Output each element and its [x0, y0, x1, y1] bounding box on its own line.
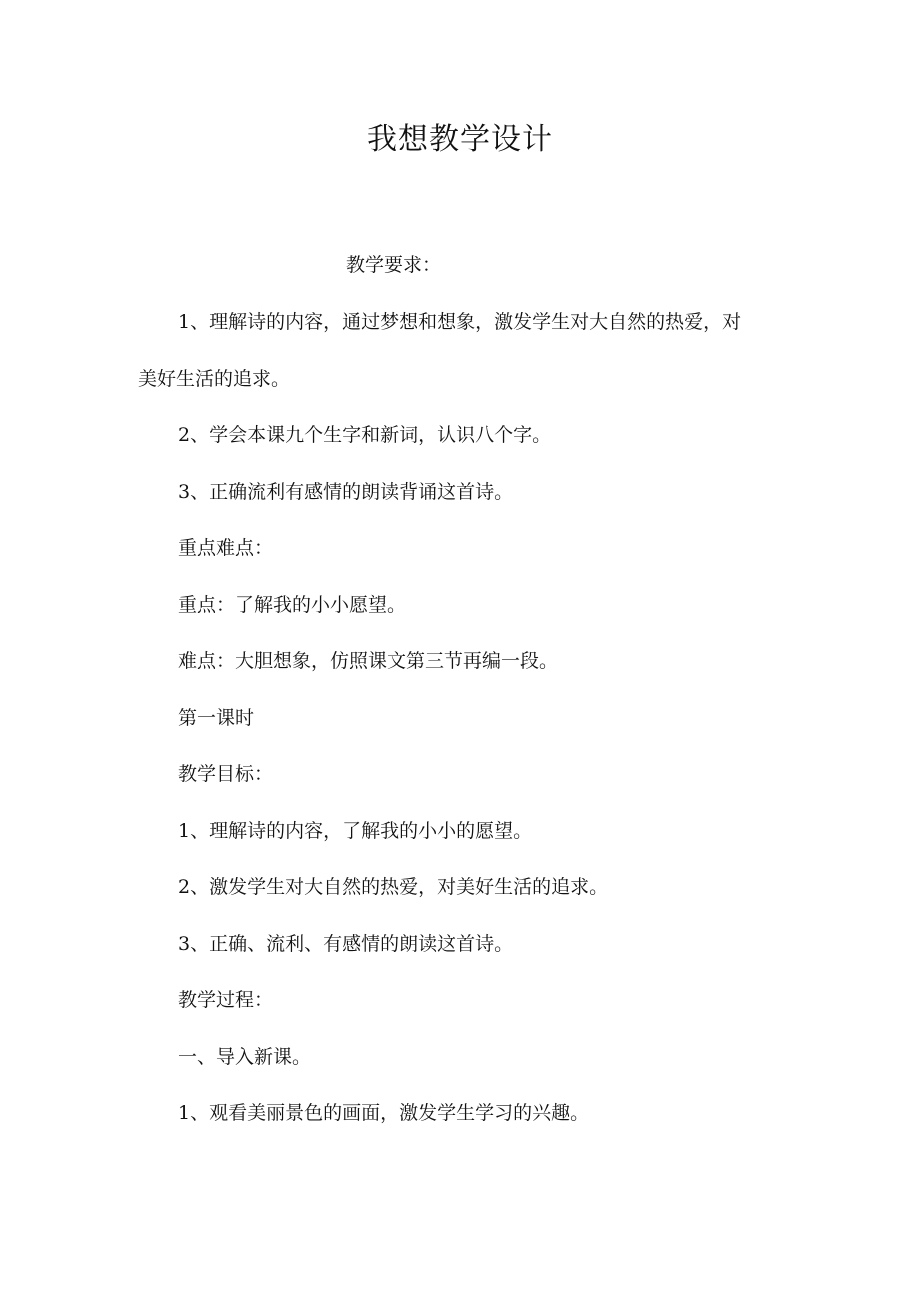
key-point: 重点：了解我的小小愿望。	[178, 594, 407, 616]
objective-1: 1、理解诗的内容，了解我的小小的愿望。	[178, 820, 533, 842]
requirement-1-line-1: 1、理解诗的内容，通过梦想和想象，激发学生对大自然的热爱，对	[178, 311, 742, 333]
document-title: 我想教学设计	[367, 122, 553, 157]
lesson-one-heading: 第一课时	[178, 707, 255, 729]
requirement-2: 2、学会本课九个生字和新词，认识八个字。	[178, 424, 552, 446]
objectives-heading: 教学目标：	[178, 763, 274, 785]
key-points-heading: 重点难点：	[178, 537, 274, 559]
objective-2: 2、激发学生对大自然的热爱，对美好生活的追求。	[178, 876, 609, 898]
difficult-point: 难点：大胆想象，仿照课文第三节再编一段。	[178, 650, 559, 672]
step-1-heading: 一、导入新课。	[178, 1046, 312, 1068]
requirement-3: 3、正确流利有感情的朗读背诵这首诗。	[178, 481, 514, 503]
section-heading-requirements: 教学要求：	[346, 254, 442, 276]
step-1-item-1: 1、观看美丽景色的画面，激发学生学习的兴趣。	[178, 1102, 590, 1124]
process-heading: 教学过程：	[178, 989, 274, 1011]
objective-3: 3、正确、流利、有感情的朗读这首诗。	[178, 933, 514, 955]
requirement-1-line-2: 美好生活的追求。	[138, 368, 291, 390]
